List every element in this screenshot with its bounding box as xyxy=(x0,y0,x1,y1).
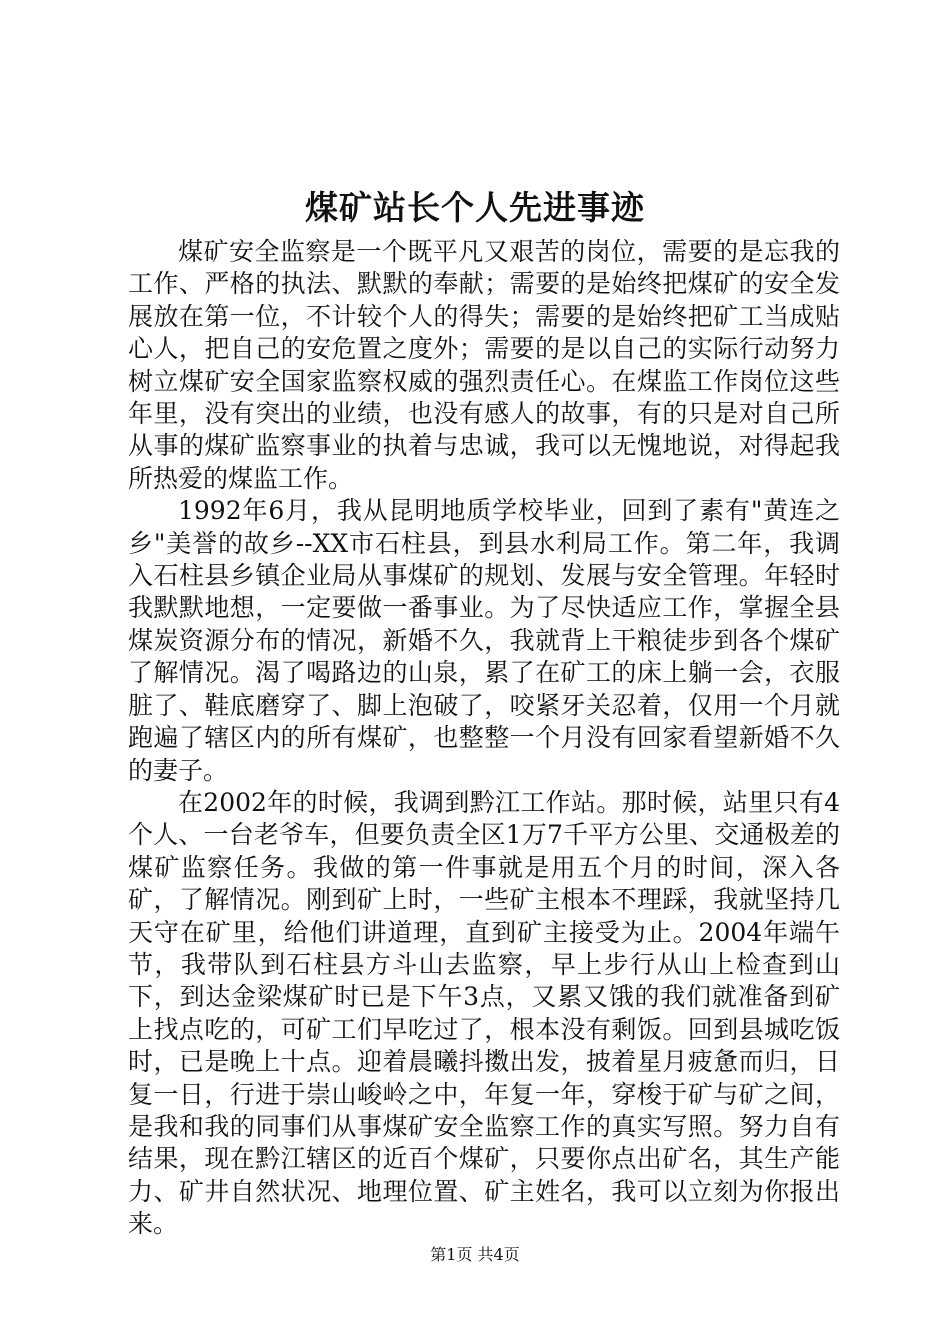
paragraph-1992: 1992年6月，我从昆明地质学校毕业，回到了素有"黄连之乡"美誉的故乡--XX市石柱县，到县水利局工作。第二年，我调入石柱县乡镇企业局从事煤矿的规划、发展与安全管理。年轻时我默默地想，一定要做一番事业。为了尽快适应工作，掌握全县煤炭资源分布的情况，新婚不久，我就背上干粮徒步到各个煤矿了解情况。渴了喝路边的山泉，累了在矿工的床上躺一会，衣服脏了、鞋底磨穿了、脚上泡破了，咬紧牙关忍着，仅用一个月就跑遍了辖区内的所有煤矿，也整整一个月没有回家看望新婚不久的妻子。 xyxy=(128,496,840,785)
paragraph-intro: 煤矿安全监察是一个既平凡又艰苦的岗位，需要的是忘我的工作、严格的执法、默默的奉献；需要的是始终把煤矿的安全发展放在第一位，不计较个人的得失；需要的是始终把矿工当成贴心人，把自己的安危置之度外；需要的是以自己的实际行动努力树立煤矿安全国家监察权威的强烈责任心。在煤监工作岗位这些年里，没有突出的业绩，也没有感人的故事，有的只是对自己所从事的煤矿监察事业的执着与忠诚，我可以无愧地说，对得起我所热爱的煤监工作。 xyxy=(128,237,840,493)
document-title: 煤矿站长个人先进事迹 xyxy=(305,188,645,227)
page-number-footer: 第1页 共4页 xyxy=(430,1245,520,1264)
paragraph-2002: 在2002年的时候，我调到黔江工作站。那时候，站里只有4个人、一台老爷车，但要负责全区1万7千平方公里、交通极差的煤矿监察任务。我做的第一件事就是用五个月的时间，深入各矿，了解情况。刚到矿上时，一些矿主根本不理踩，我就坚持几天守在矿里，给他们讲道理，直到矿主接受为止。2004年端午节，我带队到石柱县方斗山去监察，早上步行从山上检查到山下，到达金梁煤矿时已是下午3点，又累又饿的我们就准备到矿上找点吃的，可矿工们早吃过了，根本没有剩饭。回到县城吃饭时，已是晚上十点。迎着晨曦抖擞出发，披着星月疲惫而归，日复一日，行进于崇山峻岭之中，年复一年，穿梭于矿与矿之间，是我和我的同事们从事煤矿安全监察工作的真实写照。努力自有结果，现在黔江辖区的近百个煤矿，只要你点出矿名，其生产能力、矿井自然状况、地理位置、矿主姓名，我可以立刻为你报出来。 xyxy=(128,787,840,1239)
document-body xyxy=(128,236,840,1241)
